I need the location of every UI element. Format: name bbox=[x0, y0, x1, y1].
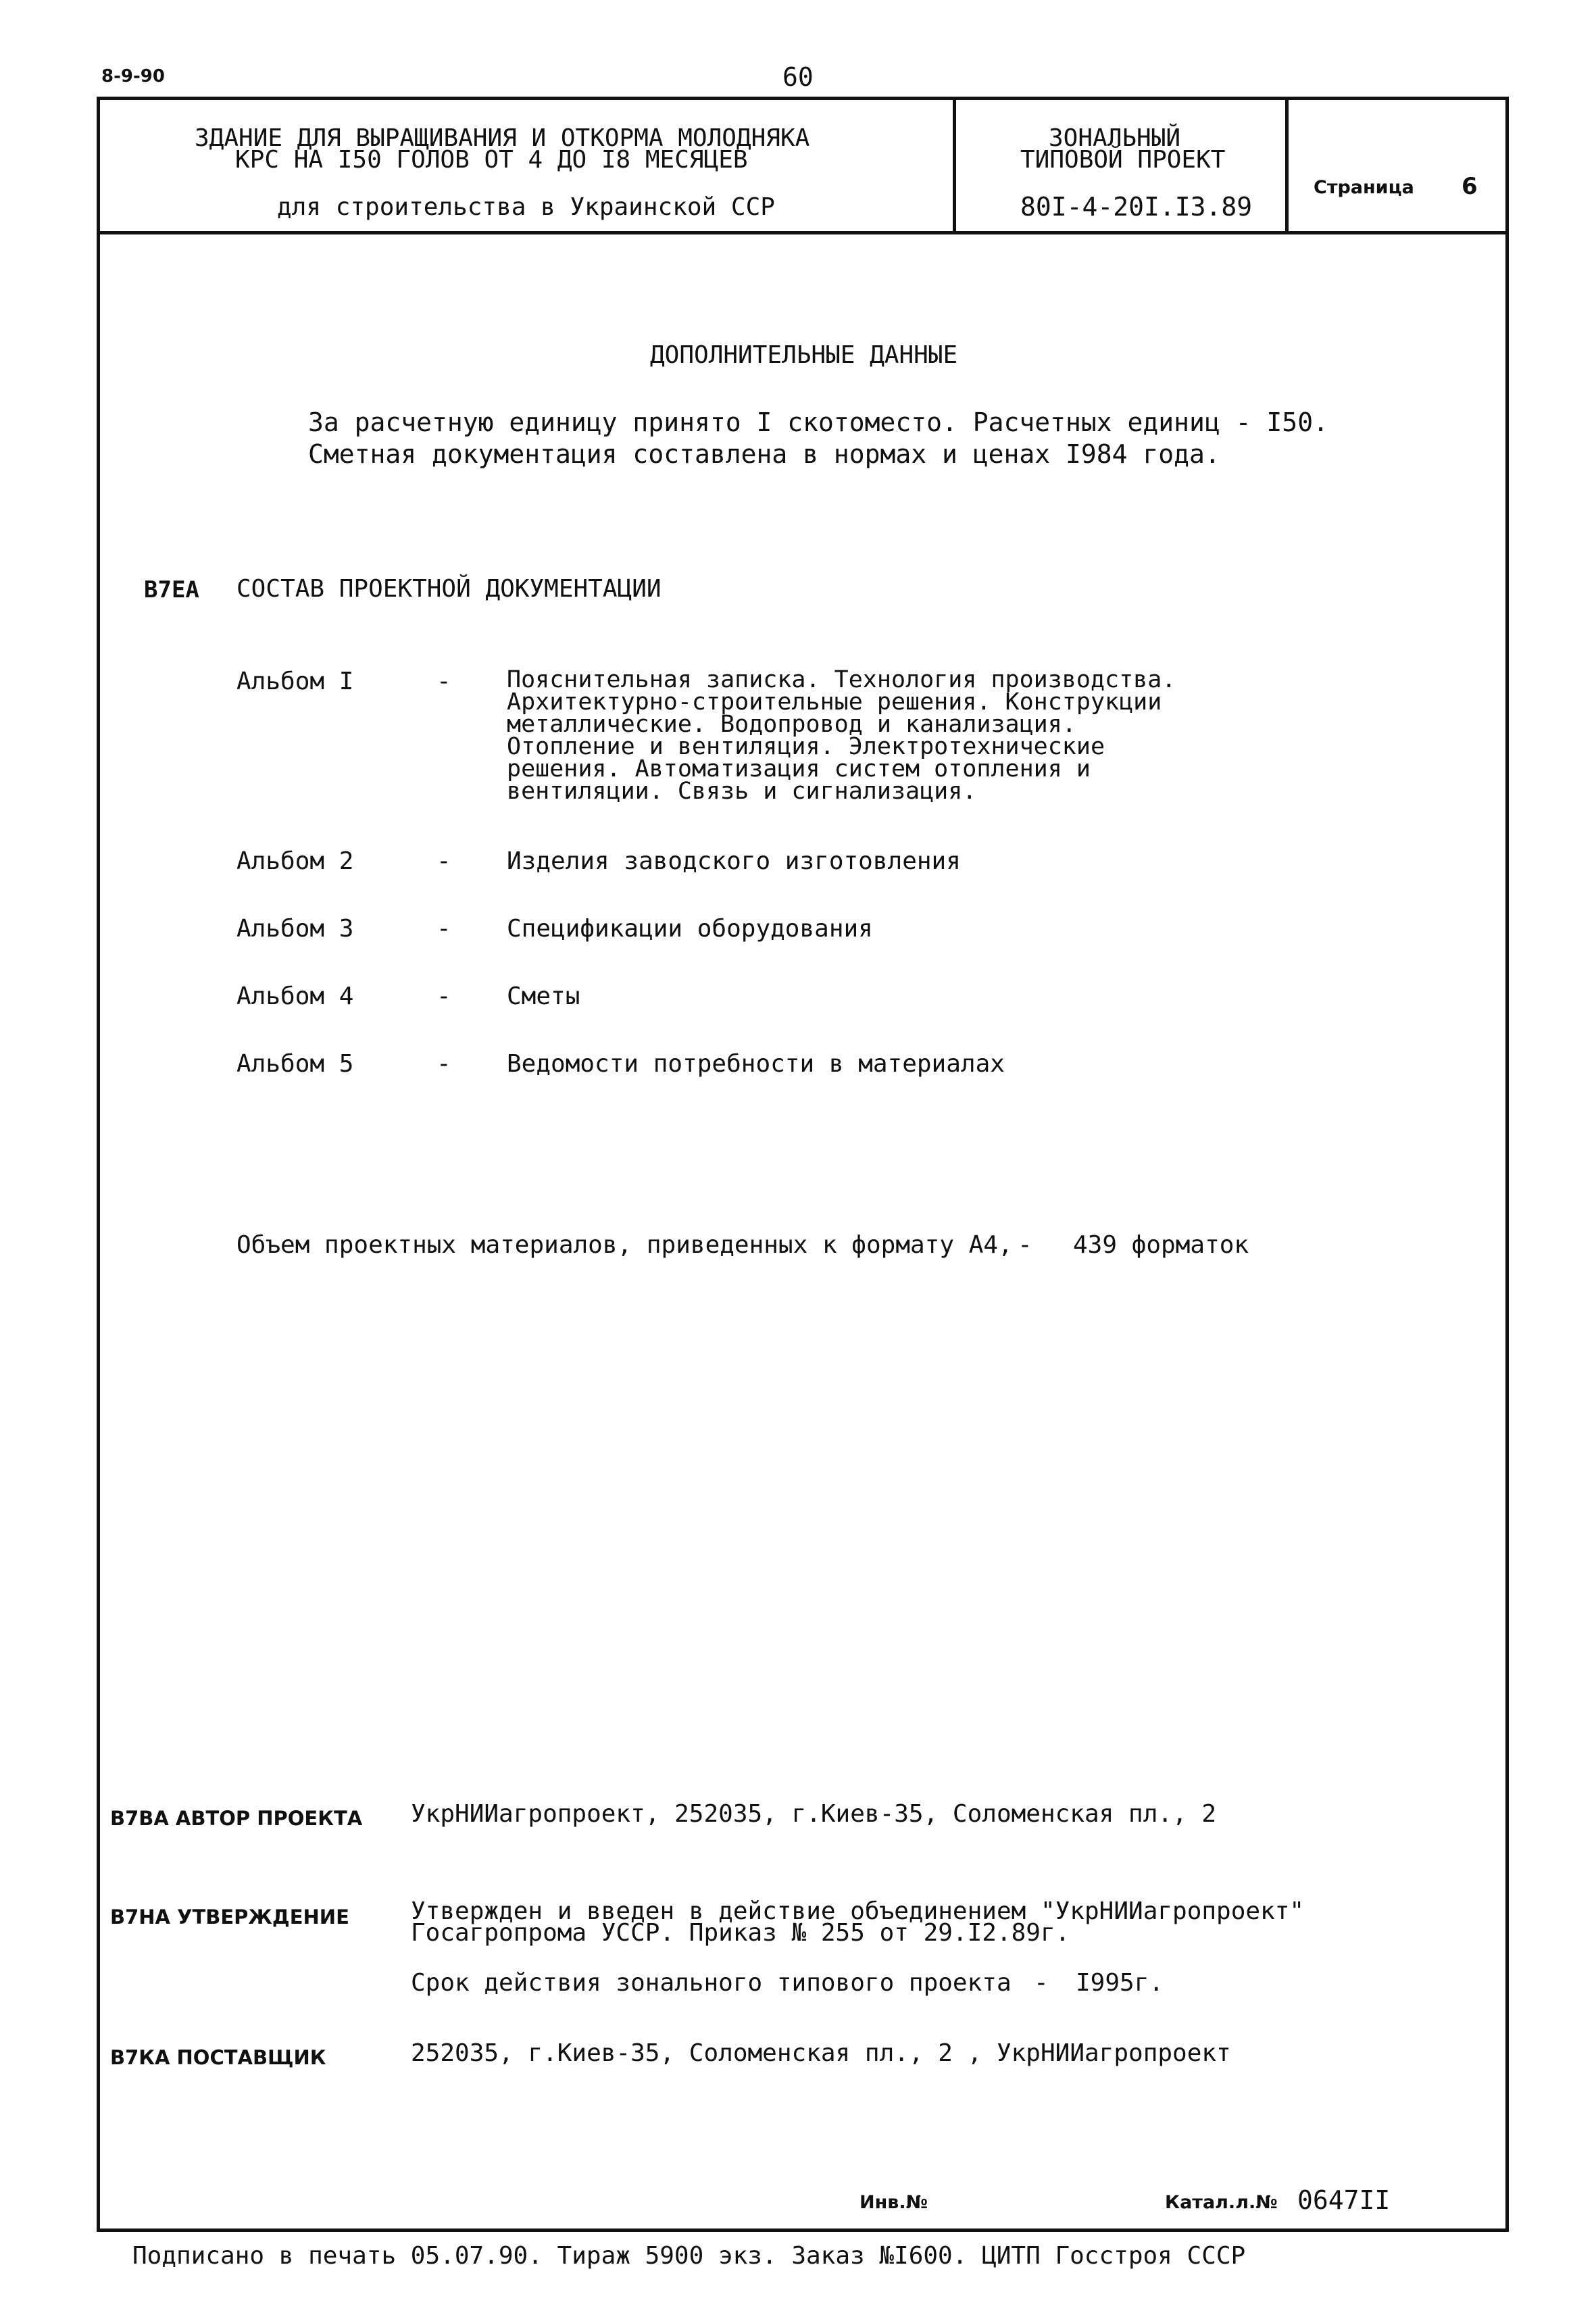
approval-line-2: Госагропрома УССР. Приказ № 255 от 29.I2.89г. bbox=[411, 1919, 1070, 1947]
section-title: ДОПОЛНИТЕЛЬНЫЕ ДАННЫЕ bbox=[650, 341, 958, 369]
header-subtitle: для строительства в Украинской ССР bbox=[277, 193, 775, 221]
album-3-dash: - bbox=[437, 915, 451, 943]
intro-line-2: Сметная документация составлена в нормах и ценах I984 года. bbox=[308, 439, 1220, 469]
album-5-text: Ведомости потребности в материалах bbox=[507, 1050, 1005, 1078]
header-divider bbox=[97, 231, 1509, 234]
composition-code: В7ЕА bbox=[144, 576, 199, 603]
volume-dash: - bbox=[1018, 1231, 1032, 1259]
approval-line-1: Утвержден и введен в действие объединением "УкрНИИагропроект" bbox=[411, 1897, 1305, 1925]
volume-value: 439 форматок bbox=[1073, 1231, 1249, 1259]
inventory-label: Инв.№ bbox=[859, 2192, 928, 2213]
project-type-line-2: ТИПОВОЙ ПРОЕКТ bbox=[1020, 146, 1226, 174]
intro-line-1: За расчетную единицу принято I скотоместо. Расчетных единиц - I50. bbox=[308, 407, 1328, 437]
album-2-dash: - bbox=[437, 847, 451, 875]
sheet-number: 60 bbox=[782, 62, 814, 92]
catalog-value: 0647II bbox=[1297, 2185, 1391, 2215]
header-title-line-2: КРС НА I50 ГОЛОВ ОТ 4 ДО I8 МЕСЯЦЕВ bbox=[235, 146, 748, 174]
page-label: Страница bbox=[1314, 177, 1414, 198]
supplier-text: 252035, г.Киев-35, Соломенская пл., 2 , УкрНИИагропроект bbox=[411, 2039, 1231, 2067]
project-number: 80I-4-20I.I3.89 bbox=[1020, 192, 1253, 222]
album-5-name: Альбом 5 bbox=[236, 1050, 354, 1078]
album-4-text: Сметы bbox=[507, 982, 580, 1010]
approval-term-dash: - bbox=[1034, 1969, 1049, 1997]
album-3-text: Спецификации оборудования bbox=[507, 915, 873, 943]
approval-term-value: I995г. bbox=[1076, 1969, 1164, 1997]
document-code: 8-9-90 bbox=[101, 66, 165, 86]
header-separator-1 bbox=[953, 97, 956, 234]
album-1-text: Пояснительная записка. Технология производства. Архитектурно-строительные решения. Конструкции металлические. Водопровод и канализация. Отопление и вентиляция. Электротехнические решения. Автоматизация систем отопления и вентиляции. Связь и сигнализация. bbox=[507, 666, 1176, 805]
author-code-label: В7ВА АВТОР ПРОЕКТА bbox=[110, 1807, 363, 1830]
album-3-name: Альбом 3 bbox=[236, 915, 354, 943]
album-4-name: Альбом 4 bbox=[236, 982, 354, 1010]
author-text: УкрНИИагропроект, 252035, г.Киев-35, Соломенская пл., 2 bbox=[411, 1800, 1217, 1828]
supplier-code-label: В7КА ПОСТАВЩИК bbox=[110, 2046, 326, 2069]
print-imprint: Подписано в печать 05.07.90. Тираж 5900 экз. Заказ №I600. ЦИТП Госстроя СССР bbox=[132, 2242, 1246, 2270]
page-value: 6 bbox=[1462, 173, 1478, 200]
album-2-text: Изделия заводского изготовления bbox=[507, 847, 961, 875]
approval-term-label: Срок действия зонального типового проекта bbox=[411, 1969, 1012, 1997]
project-type-line-1: ЗОНАЛЬНЫЙ bbox=[1049, 124, 1181, 152]
album-1-dash: - bbox=[437, 668, 451, 695]
album-4-dash: - bbox=[437, 982, 451, 1010]
approval-code-label: В7НА УТВЕРЖДЕНИЕ bbox=[110, 1906, 349, 1928]
header-title-line-1: ЗДАНИЕ ДЛЯ ВЫРАЩИВАНИЯ И ОТКОРМА МОЛОДНЯКА bbox=[195, 124, 810, 152]
header-separator-2 bbox=[1285, 97, 1289, 234]
album-5-dash: - bbox=[437, 1050, 451, 1078]
catalog-label: Катал.л.№ bbox=[1165, 2192, 1278, 2213]
album-2-name: Альбом 2 bbox=[236, 847, 354, 875]
volume-label: Объем проектных материалов, приведенных к формату А4, bbox=[236, 1231, 1013, 1259]
album-1-name: Альбом I bbox=[236, 668, 354, 695]
composition-title: СОСТАВ ПРОЕКТНОЙ ДОКУМЕНТАЦИИ bbox=[236, 575, 662, 603]
